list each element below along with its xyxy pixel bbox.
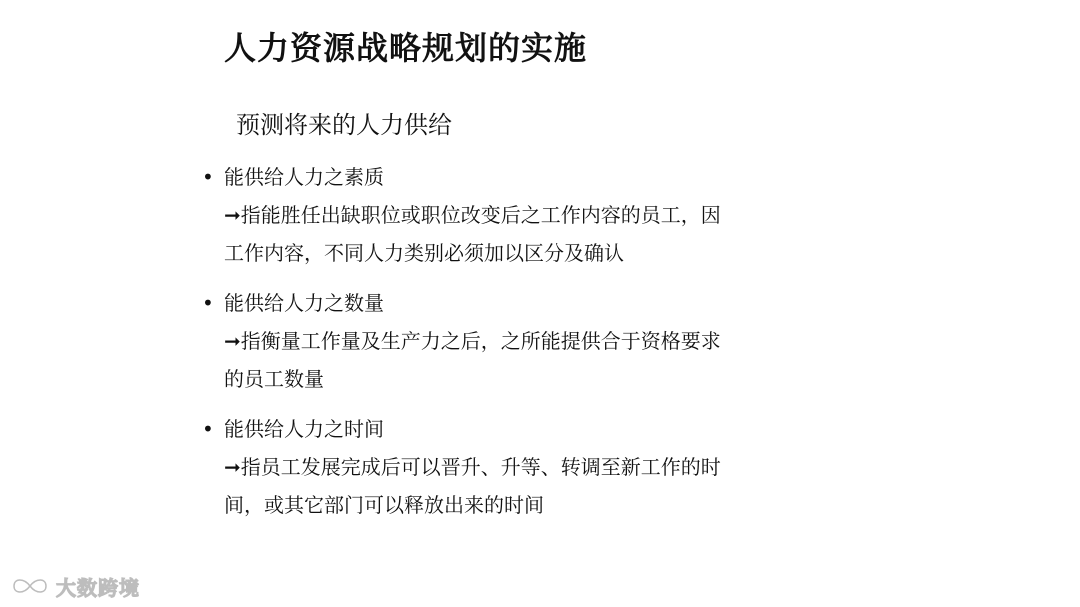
bullet-detail-text: 指衡量工作量及生产力之后，之所能提供合于资格要求的员工数量	[224, 329, 721, 391]
bullet-heading: 能供给人力之数量	[224, 291, 384, 315]
slide-subtitle: 预测将来的人力供给	[236, 111, 452, 139]
slide-title: 人力资源战略规划的实施	[224, 29, 588, 67]
bullet-dot: •	[202, 417, 214, 441]
infinity-logo-icon	[8, 572, 52, 600]
arrow-icon: ➞	[224, 203, 241, 227]
bullet-item-quality	[200, 158, 730, 272]
bullet-detail	[224, 448, 724, 524]
watermark-text: 大数跨境	[56, 575, 140, 600]
bullet-dot: •	[202, 165, 214, 189]
watermark	[8, 570, 140, 602]
bullet-item-time	[200, 410, 730, 524]
bullet-heading: 能供给人力之时间	[224, 417, 384, 441]
bullet-heading: 能供给人力之素质	[224, 165, 384, 189]
bullet-detail-text: 指能胜任出缺职位或职位改变后之工作内容的员工，因工作内容，不同人力类别必须加以区分及确认	[224, 203, 721, 265]
arrow-icon: ➞	[224, 329, 241, 353]
bullet-list	[200, 158, 730, 536]
arrow-icon: ➞	[224, 455, 241, 479]
bullet-detail	[224, 196, 724, 272]
bullet-dot: •	[202, 291, 214, 315]
bullet-detail-text: 指员工发展完成后可以晋升、升等、转调至新工作的时间，或其它部门可以释放出来的时间	[224, 455, 721, 517]
bullet-detail	[224, 322, 724, 398]
bullet-item-quantity	[200, 284, 730, 398]
